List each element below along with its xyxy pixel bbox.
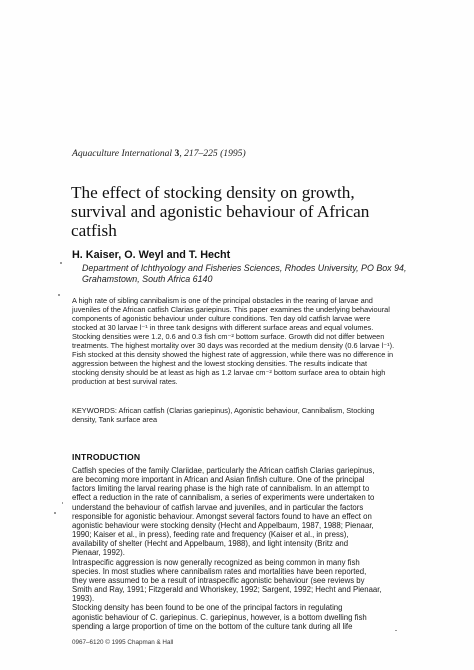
keywords-line: KEYWORDS: African catfish (Clarias gariepinus), Agonistic behaviour, Cannibalism, Stocking [72, 406, 375, 415]
body-line: they were assumed to be a result of intraspecific agonistic behaviour (see reviews by [72, 575, 365, 585]
body-line: Pienaar, 1992). [72, 548, 125, 558]
keywords-line: density, Tank surface area [72, 415, 158, 425]
title-line: The effect of stocking density on growth, [71, 183, 355, 202]
body-line: factors limiting the larval rearing phase is the high rate of cannibalism. In an attempt to [72, 484, 370, 494]
abstract-line: A high rate of sibling cannibalism is one of the principal obstacles in the rearing of larvae and [72, 296, 373, 305]
body-line: agonistic behaviour were stocking density (Hecht and Appelbaum, 1987, 1988; Pienaar, [72, 520, 374, 530]
abstract [72, 296, 406, 386]
journal-pages-year: , 217–225 (1995) [179, 148, 246, 159]
body-line: responsible for agonistic behaviour. Amongst several factors found to have an effect on [72, 511, 372, 521]
journal-name: Aquaculture International [72, 148, 173, 159]
scan-speck [54, 512, 56, 514]
abstract-line: components of agonistic behaviour under culture conditions. Ten day old catfish larvae were [72, 314, 371, 324]
author-list: H. Kaiser, O. Weyl and T. Hecht [72, 249, 231, 261]
journal-volume: 3 [174, 148, 180, 159]
abstract-line: juveniles of the African catfish Clarias gariepinus. This paper examines the underlying behavioural [72, 305, 390, 315]
keywords [72, 406, 406, 424]
abstract-line: stocking density should be at least as high as 1.2 larvae cm⁻² bottom surface area to obtain high [72, 368, 386, 378]
body-line: Stocking density has been found to be one of the principal factors in regulating [72, 603, 343, 613]
body-line: Smith and Ray, 1991; Fitzgerald and Whoriskey, 1992; Sargent, 1992; Hecht and Pienaar, [72, 585, 382, 595]
body-line: effect a reduction in the rate of cannibalism, a series of experiments were undertaken to [72, 493, 375, 503]
title-line: survival and agonistic behaviour of African [71, 202, 370, 221]
body-line: Catfish species of the family Clariidae, particularly the African catfish Clarias gariepinus, [72, 466, 375, 475]
title-line: catfish [71, 221, 117, 240]
abstract-line: aggression between the highest and the lowest stocking densities. The results indicate that [72, 359, 368, 369]
affiliation-line: Department of Ichthyology and Fisheries Sciences, Rhodes University, PO Box 94, [82, 263, 407, 273]
scan-speck [395, 630, 397, 631]
scan-speck [58, 294, 60, 296]
body-line: availability of shelter (Hecht and Appelbaum, 1988), and light intensity (Britz and [72, 539, 349, 549]
copyright-notice: 0967–6120 © 1995 Chapman & Hall [72, 639, 174, 646]
section-heading: INTRODUCTION [72, 452, 141, 462]
abstract-line: Fish stocked at this density showed the highest rate of aggression, while there was no difference in [72, 350, 394, 360]
body-text [72, 466, 412, 631]
affiliation-line: Grahamstown, South Africa 6140 [82, 274, 213, 284]
scan-speck [62, 502, 63, 504]
body-line: 1990; Kaiser et al., in press), feeding rate and frequency (Kaiser et al., in press), [72, 530, 349, 540]
body-line: 1993). [72, 594, 95, 604]
journal-citation [72, 148, 246, 159]
abstract-line: production at best survival rates. [72, 377, 178, 387]
scan-speck [60, 262, 62, 264]
body-line: Intraspecific aggression is now generally recognized as being common in many fish [72, 557, 360, 567]
body-line: understand the behaviour of catfish larvae and juveniles, and in particular the factors [72, 502, 364, 512]
abstract-line: Stocking densities were 1.2, 0.6 and 0.3 fish cm⁻² bottom surface. Growth did not differ between [72, 332, 385, 342]
affiliation [82, 263, 442, 285]
body-line: agonistic behaviour of C. gariepinus. C. gariepinus, however, is a bottom dwelling fish [72, 612, 367, 622]
body-line: species. In most studies where cannibalism rates and mortalities have been reported, [72, 566, 367, 576]
body-line: spending a large proportion of time on the bottom of the culture tank during all life [72, 621, 353, 631]
abstract-line: stocked at 30 larvae l⁻¹ in three tank designs with different surface areas and equal volumes. [72, 323, 374, 333]
article-title [71, 183, 411, 240]
abstract-line: treatments. The highest mortality over 30 days was recorded at the medium density (0.6 larvae l⁻¹). [72, 341, 395, 351]
body-line: are becoming more important in African and Asian finfish culture. One of the principal [72, 475, 365, 485]
